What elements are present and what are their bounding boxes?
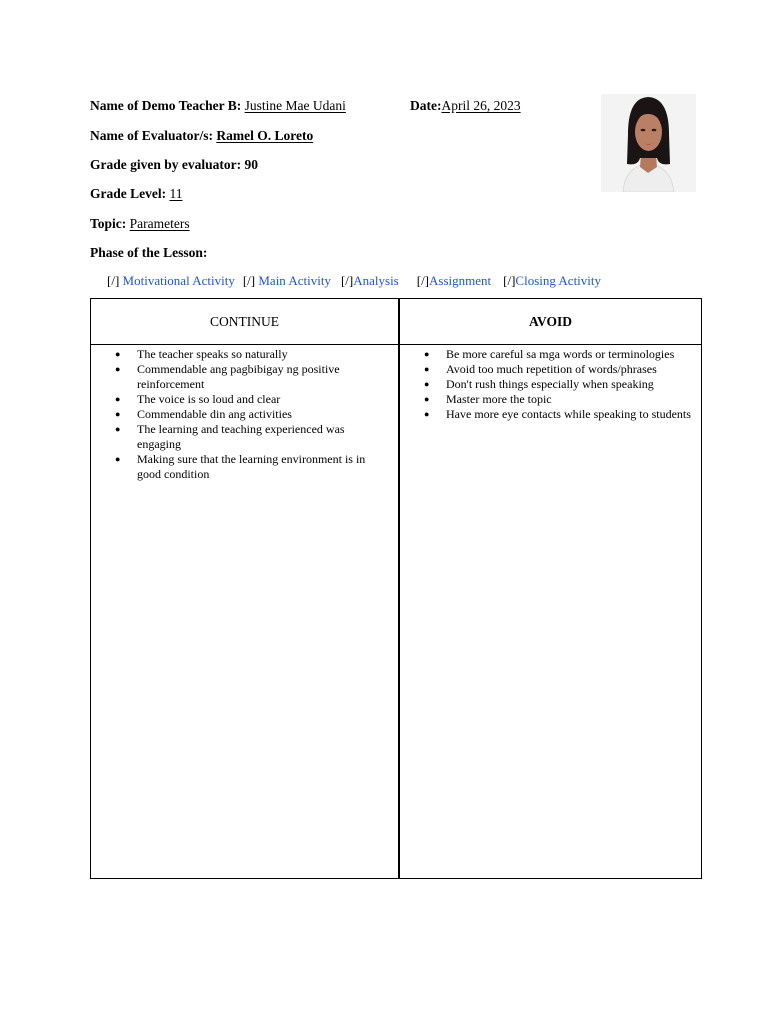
grade-level-label: Grade Level: [90, 186, 167, 201]
list-item: ● Don't rush things especially when speaking [446, 377, 701, 392]
phase-label: Main Activity [258, 273, 331, 288]
list-item: ● Have more eye contacts while speaking to students [446, 407, 701, 422]
evaluator-field [90, 128, 313, 144]
phase-item [243, 273, 331, 288]
avoid-list [400, 345, 701, 422]
grade-field [90, 157, 258, 173]
phase-item [341, 273, 399, 288]
date-value: April 26, 2023 [441, 98, 521, 113]
list-item: ● Making sure that the learning environment is in good condition [137, 452, 386, 482]
date-field [410, 98, 521, 114]
grade-level-field [90, 186, 182, 202]
list-item: ● The learning and teaching experienced was engaging [137, 422, 386, 452]
grade-label: Grade given by evaluator: [90, 157, 242, 172]
teacher-field [90, 98, 346, 114]
evaluation-table [90, 298, 702, 879]
grade-value: 90 [244, 157, 258, 172]
phase-label: Analysis [353, 273, 399, 288]
list-item: ● Be more careful sa mga words or terminologies [446, 347, 701, 362]
phase-item [503, 273, 601, 288]
grade-level-value: 11 [169, 186, 183, 201]
phase-item [417, 273, 491, 288]
topic-value: Parameters [129, 216, 190, 231]
teacher-photo [601, 94, 696, 192]
list-item: ● Commendable ang pagbibigay ng positive reinforcement [137, 362, 386, 392]
topic-label: Topic: [90, 216, 127, 231]
list-item: ● Commendable din ang activities [137, 407, 386, 422]
list-item: ● The teacher speaks so naturally [137, 347, 386, 362]
phase-item [107, 273, 235, 288]
list-item: ● The voice is so loud and clear [137, 392, 386, 407]
phase-label: Closing Activity [515, 273, 602, 288]
phase-check-mark: [/] [242, 273, 256, 288]
teacher-label: Name of Demo Teacher B: [90, 98, 242, 113]
phase-check-mark: [/] [107, 273, 120, 288]
continue-column [91, 299, 398, 878]
phase-label: Motivational Activity [122, 273, 235, 288]
lesson-phase-list [107, 273, 601, 289]
phase-check-mark: [/] [503, 273, 516, 288]
date-label: Date: [410, 98, 442, 113]
avoid-header: AVOID [400, 299, 701, 345]
topic-field [90, 216, 190, 232]
teacher-value: Justine Mae Udani [244, 98, 346, 113]
evaluator-value: Ramel O. Loreto [216, 128, 314, 143]
avoid-column [398, 299, 701, 878]
phase-check-mark: [/] [340, 273, 354, 288]
phase-check-mark: [/] [416, 273, 430, 288]
continue-list [91, 345, 398, 482]
evaluator-label: Name of Evaluator/s: [90, 128, 213, 143]
phase-field [90, 245, 207, 261]
list-item: ● Master more the topic [446, 392, 701, 407]
continue-header: CONTINUE [91, 299, 398, 345]
phase-label: Assignment [429, 273, 492, 288]
list-item: ● Avoid too much repetition of words/phrases [446, 362, 701, 377]
phase-label: Phase of the Lesson: [90, 245, 208, 260]
